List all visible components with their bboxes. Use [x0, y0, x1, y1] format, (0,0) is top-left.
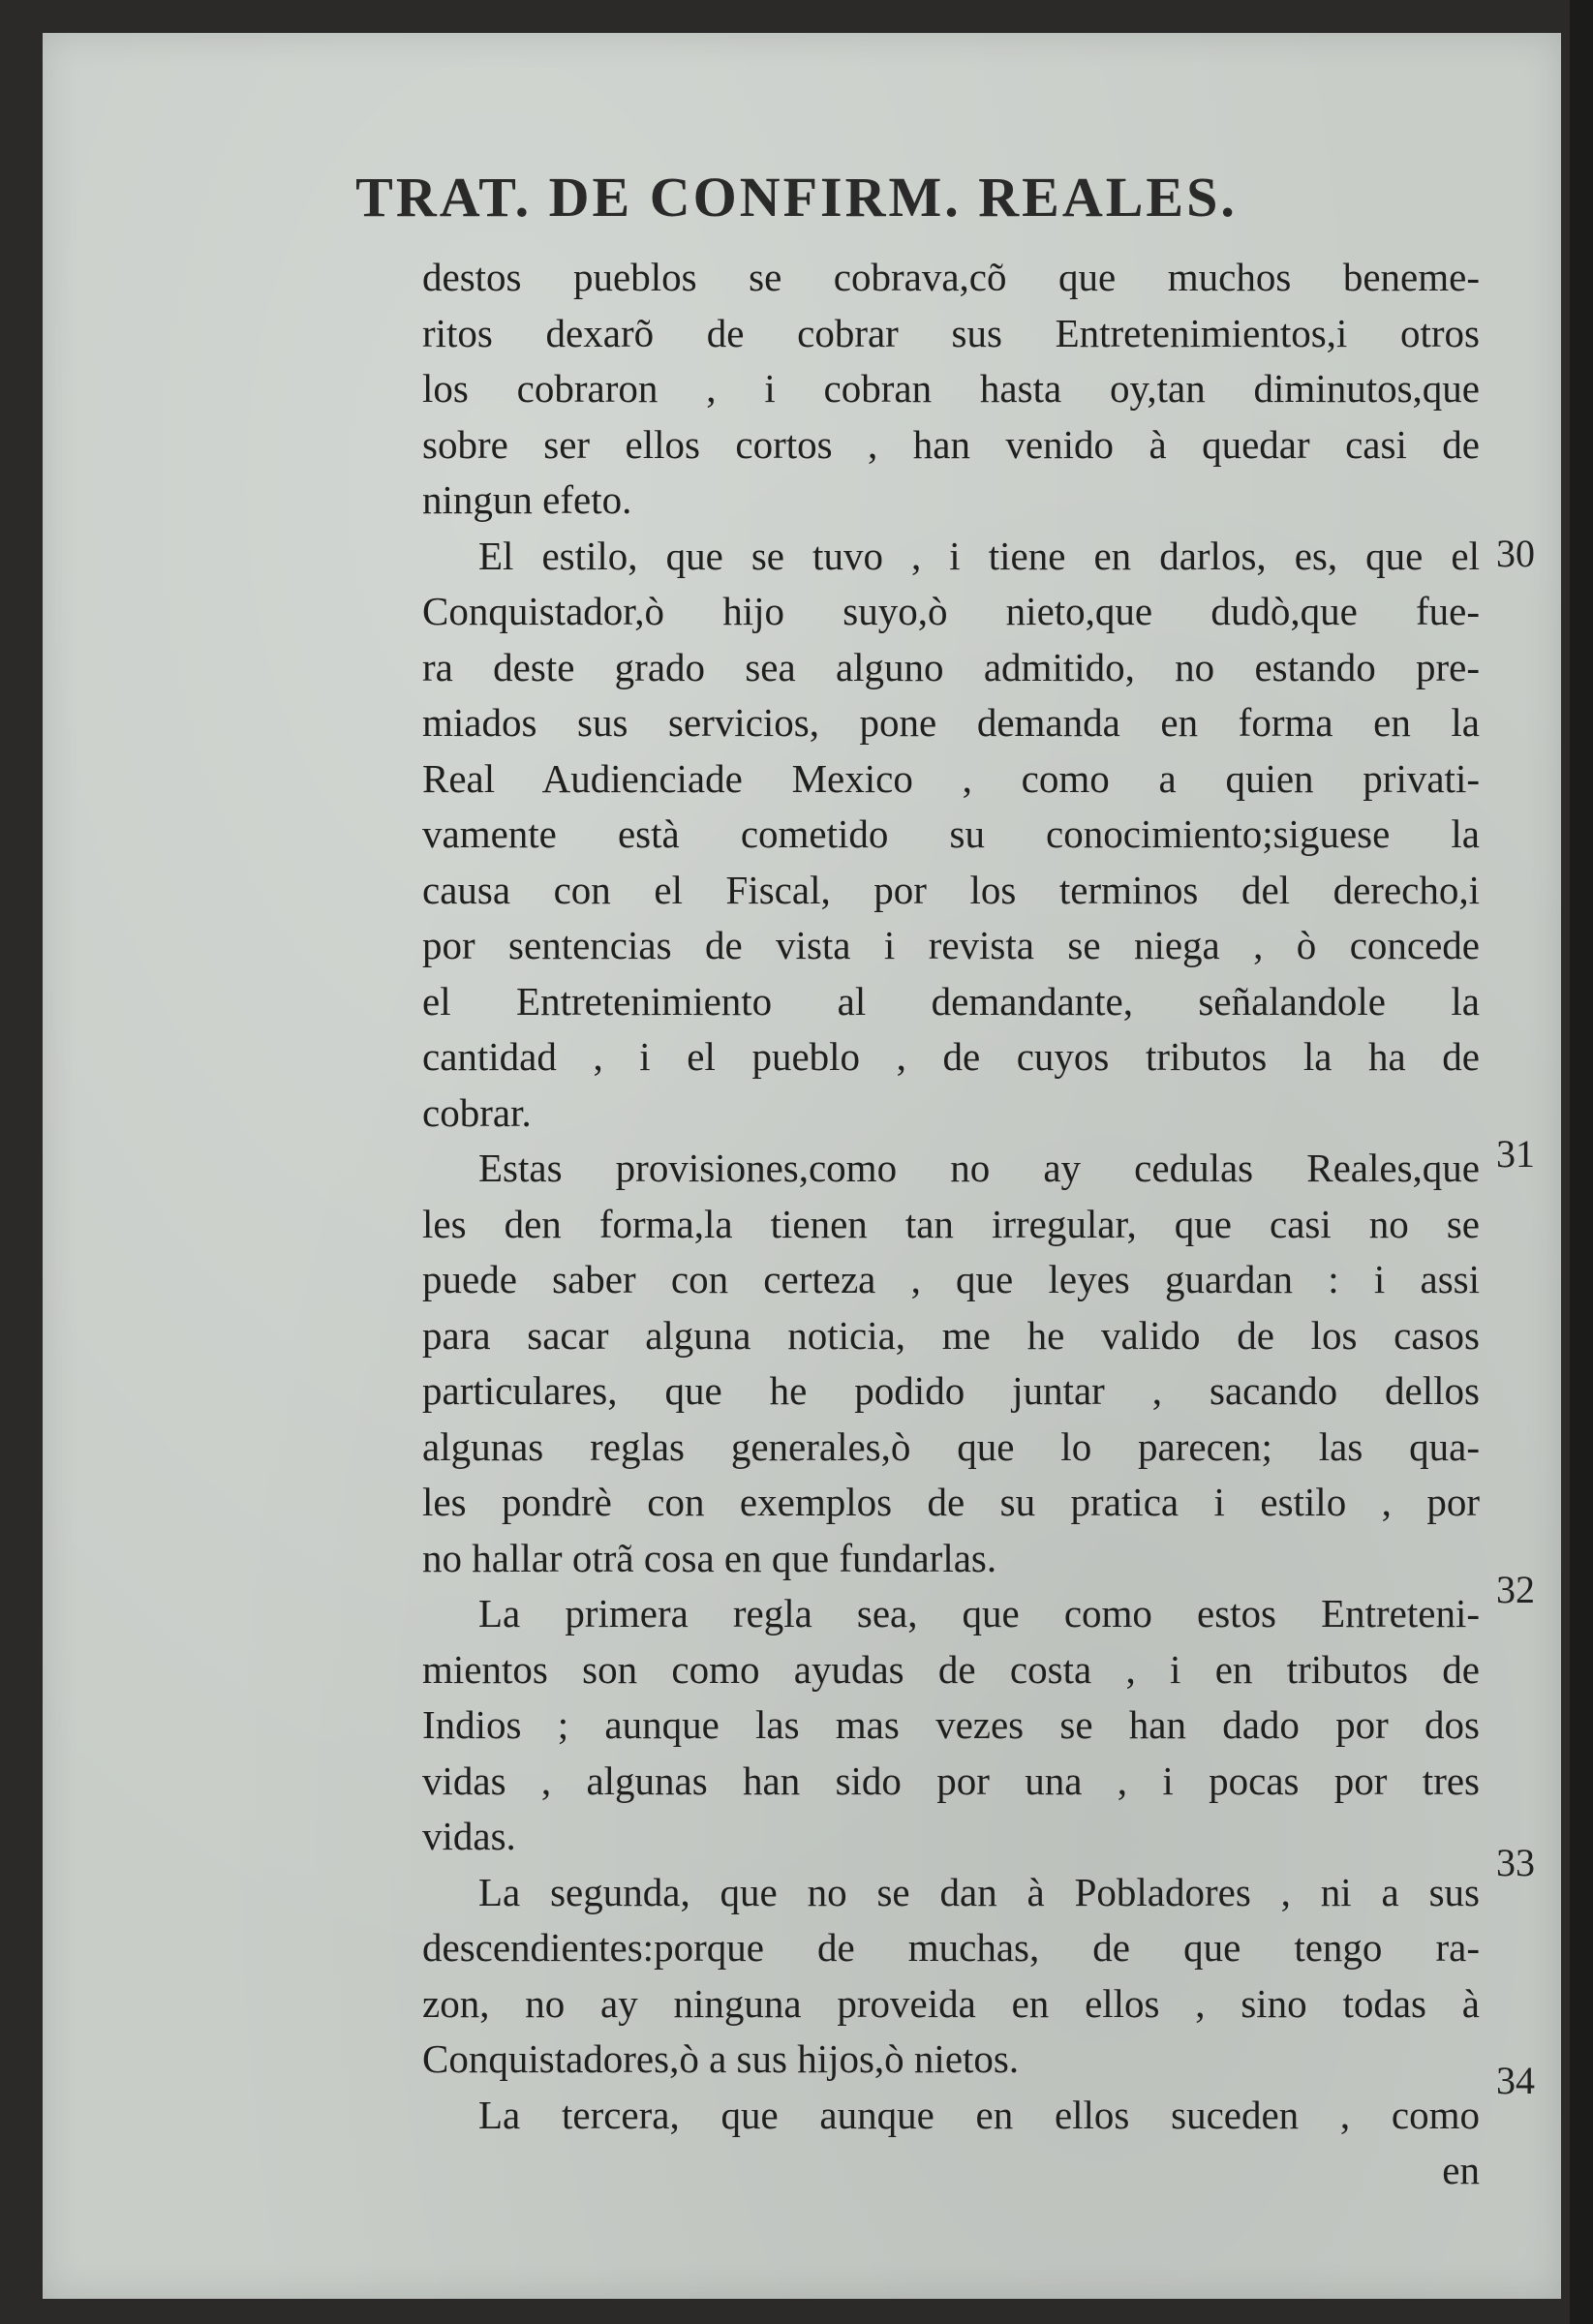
catchword: en [1442, 2148, 1480, 2192]
body-text [422, 250, 1480, 2199]
margin-number: 34 [1496, 2059, 1535, 2102]
text-line: Conquistador,ò hijo suyo,ò nieto,que dudò,que fue- [422, 589, 1480, 633]
text-line: no hallar otrã cosa en que fundarlas. [422, 1535, 997, 1580]
text-line: mientos son como ayudas de costa , i en tributos de [422, 1646, 1480, 1692]
margin-number: 31 [1496, 1132, 1535, 1176]
text-line: Indios ; aunque las mas vezes se han dado por dos [422, 1702, 1480, 1747]
scanner-edge-shadow [1570, 0, 1593, 2324]
text-line: les den forma,la tienen tan irregular, que casi no se [422, 1201, 1480, 1246]
running-head: TRAT. DE CONFIRM. REALES. [355, 166, 1238, 229]
text-line: sobre ser ellos cortos , han venido à quedar casi de [422, 421, 1480, 467]
text-line: ritos dexarõ de cobrar sus Entretenimientos,i otros [422, 310, 1480, 355]
text-line: ningun efeto. [422, 477, 632, 522]
text-line: Conquistadores,ò a sus hijos,ò nietos. [422, 2036, 1020, 2081]
text-line: Estas provisiones,como no ay cedulas Reales,que [478, 1146, 1480, 1190]
text-line: causa con el Fiscal, por los terminos del derecho,i [422, 867, 1480, 912]
text-line: La tercera, que aunque en ellos suceden , como [478, 2092, 1480, 2137]
text-line: vamente està cometido su conocimiento;siguese la [422, 811, 1480, 856]
text-line: cobrar. [422, 1089, 532, 1135]
margin-number: 32 [1496, 1568, 1535, 1611]
text-line: particulares, que he podido juntar , sacando dellos [422, 1368, 1480, 1413]
text-line: descendientes:porque de muchas, de que tengo ra- [422, 1925, 1480, 1970]
text-line: para sacar alguna noticia, me he valido de los casos [422, 1312, 1480, 1358]
text-line: vidas. [422, 1814, 516, 1858]
text-line: por sentencias de vista i revista se niega , ò concede [422, 923, 1480, 967]
text-line: los cobraron , i cobran hasta oy,tan diminutos,que [422, 366, 1480, 411]
text-line: cantidad , i el pueblo , de cuyos tributos la ha de [422, 1034, 1480, 1079]
text-line: miados sus servicios, pone demanda en forma en la [422, 700, 1480, 745]
text-line: zon, no ay ninguna proveida en ellos , sino todas à [422, 1980, 1480, 2026]
text-line: destos pueblos se cobrava,cõ que muchos beneme- [422, 255, 1480, 299]
text-line: La primera regla sea, que como estos Entreteni- [478, 1591, 1480, 1636]
text-line: algunas reglas generales,ò que lo parecen; las qua- [422, 1423, 1480, 1469]
margin-number: 33 [1496, 1841, 1535, 1884]
text-line: El estilo, que se tuvo , i tiene en darlos, es, que el [478, 533, 1480, 578]
text-line: vidas , algunas han sido por una , i pocas por tres [422, 1758, 1480, 1803]
text-line: Real Audienciade Mexico , como a quien privati- [422, 755, 1480, 801]
text-line: el Entretenimiento al demandante, señalandole la [422, 978, 1480, 1024]
text-line: les pondrè con exemplos de su pratica i estilo , por [422, 1480, 1480, 1524]
margin-number: 30 [1496, 532, 1535, 575]
text-line: La segunda, que no se dan à Pobladores , ni a sus [478, 1869, 1480, 1914]
text-line: puede saber con certeza , que leyes guardan : i assi [422, 1257, 1480, 1301]
text-line: ra deste grado sea alguno admitido, no estando pre- [422, 644, 1480, 689]
